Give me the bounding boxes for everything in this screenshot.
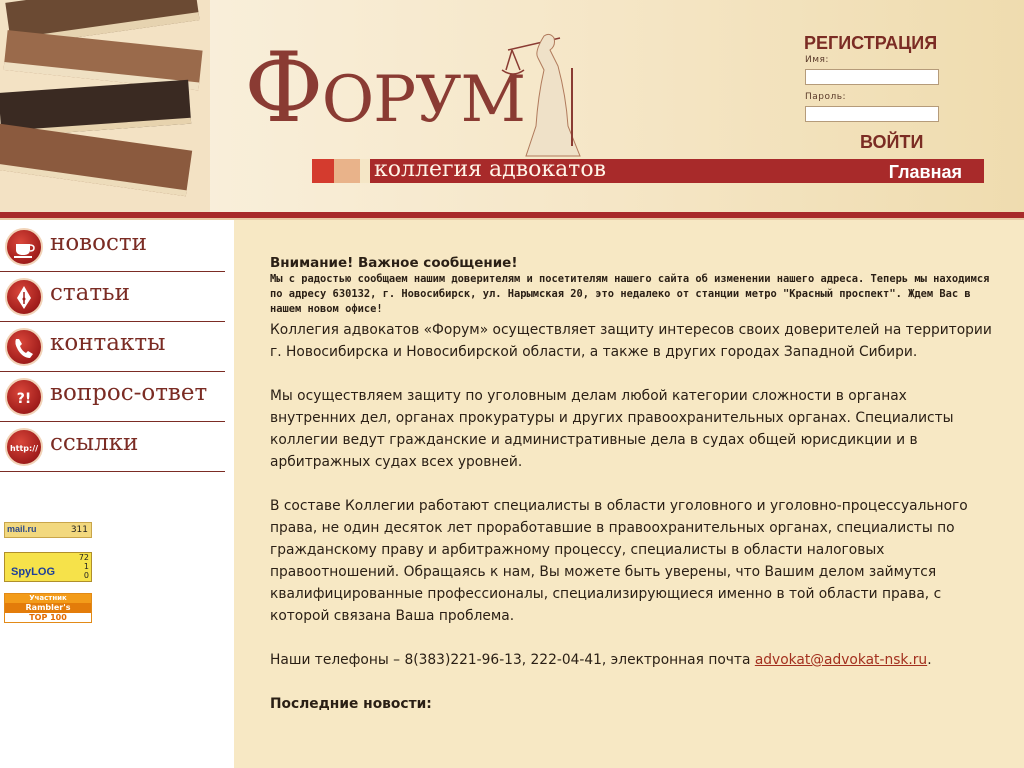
sidebar-item-label: ссылки — [50, 430, 139, 456]
main-content — [234, 220, 1024, 768]
pen-nib-icon — [5, 278, 43, 316]
site-subtitle: коллегия адвокатов — [374, 157, 606, 182]
contacts-paragraph — [270, 649, 992, 671]
rambler-line2: Rambler's — [5, 603, 91, 613]
password-input[interactable] — [805, 106, 939, 122]
login-button[interactable]: ВОЙТИ — [860, 132, 924, 152]
latest-news-title: Последние новости: — [270, 696, 432, 712]
site-logo[interactable] — [244, 32, 525, 144]
services-paragraph: Мы осуществляем защиту по уголовным делам любой категории сложности в органах внутренних дел, органах прокуратуры и других правоохранительных органах. Специалисты коллегии ведут гражданские и административные дела в судах общей юрисдикции и в арбитражных судах всех уровней. — [270, 388, 954, 470]
mailru-logo: mail.ru — [7, 524, 37, 534]
sidebar-item-links[interactable] — [0, 422, 225, 472]
home-link[interactable]: Главная — [888, 162, 962, 182]
sidebar-item-label: статьи — [50, 280, 130, 306]
sidebar-item-news[interactable] — [0, 222, 225, 272]
mailru-count: 311 — [70, 525, 88, 535]
registration-title: РЕГИСТРАЦИЯ — [804, 33, 938, 53]
intro-paragraph: Коллегия адвокатов «Форум» осуществляет защиту интересов своих доверителей на территории г. Новосибирска и Новосибирской области, а также в других городах Западной Сибири. — [270, 322, 992, 360]
sidebar-item-contacts[interactable] — [0, 322, 225, 372]
rambler-line1: Участник — [5, 594, 91, 603]
question-exclamation-icon — [5, 378, 43, 416]
logo-big-letter: Ф — [244, 32, 322, 144]
svg-text:?!: ?! — [16, 391, 32, 407]
sidebar — [0, 220, 234, 768]
name-input[interactable] — [805, 69, 939, 85]
books-illustration — [0, 0, 210, 212]
svg-text:http://: http:// — [9, 444, 39, 453]
team-paragraph: В составе Коллегии работают специалисты в области уголовного и уголовно-процессуального права, не один десяток лет проработавшие в правоохранительных органах, специалисты по гражданскому праву и арбитражному процессу, специалисты в области налоговых правоотношений. Обращаясь к нам, Вы можете быть уверены, что Вашим делом займутся квалифицированные профессионалы, специализирующиеся именно в той области права, с которой связана Ваша проблема. — [270, 498, 968, 624]
email-link[interactable]: advokat@advokat-nsk.ru — [754, 652, 928, 668]
content-column — [270, 254, 992, 715]
spylog-value: 1 — [83, 562, 89, 571]
sidebar-item-label: контакты — [50, 330, 166, 356]
mailru-counter[interactable] — [4, 522, 92, 538]
coffee-cup-icon — [5, 228, 43, 266]
notice-body: Мы с радостью сообщаем нашим доверителям и посетителям нашего сайта об изменении нашего адреса. Теперь мы находимся по адресу 630132, г. Новосибирск, ул. Нарымская 20, это недалеко от станции метро "Красный проспект". Ждем Вас в нашем новом офисе! — [270, 273, 990, 315]
spylog-value: 0 — [83, 571, 89, 580]
phones-text: Наши телефоны – 8(383)221-96-13, 222-04-41, электронная почта — [270, 652, 755, 668]
phone-icon — [5, 328, 43, 366]
rambler-line3: TOP 100 — [29, 613, 67, 622]
sidebar-item-label: вопрос-ответ — [50, 380, 208, 406]
phones-end: . — [927, 652, 932, 668]
sidebar-item-articles[interactable] — [0, 272, 225, 322]
sidebar-item-label: новости — [50, 230, 147, 256]
site-header — [0, 0, 1024, 212]
password-label: Пароль: — [805, 92, 847, 102]
spylog-value: 72 — [78, 553, 89, 562]
spylog-logo: SpyLOG — [11, 566, 56, 578]
spylog-counter[interactable] — [4, 552, 92, 582]
name-label: Имя: — [805, 55, 829, 65]
http-icon — [5, 428, 43, 466]
logo-rest: ОРУМ — [321, 63, 525, 137]
sidebar-item-faq[interactable] — [0, 372, 225, 422]
notice-title: Внимание! Важное сообщение! — [270, 255, 518, 271]
themis-statue-icon — [498, 28, 584, 158]
rambler-counter[interactable] — [4, 593, 92, 623]
